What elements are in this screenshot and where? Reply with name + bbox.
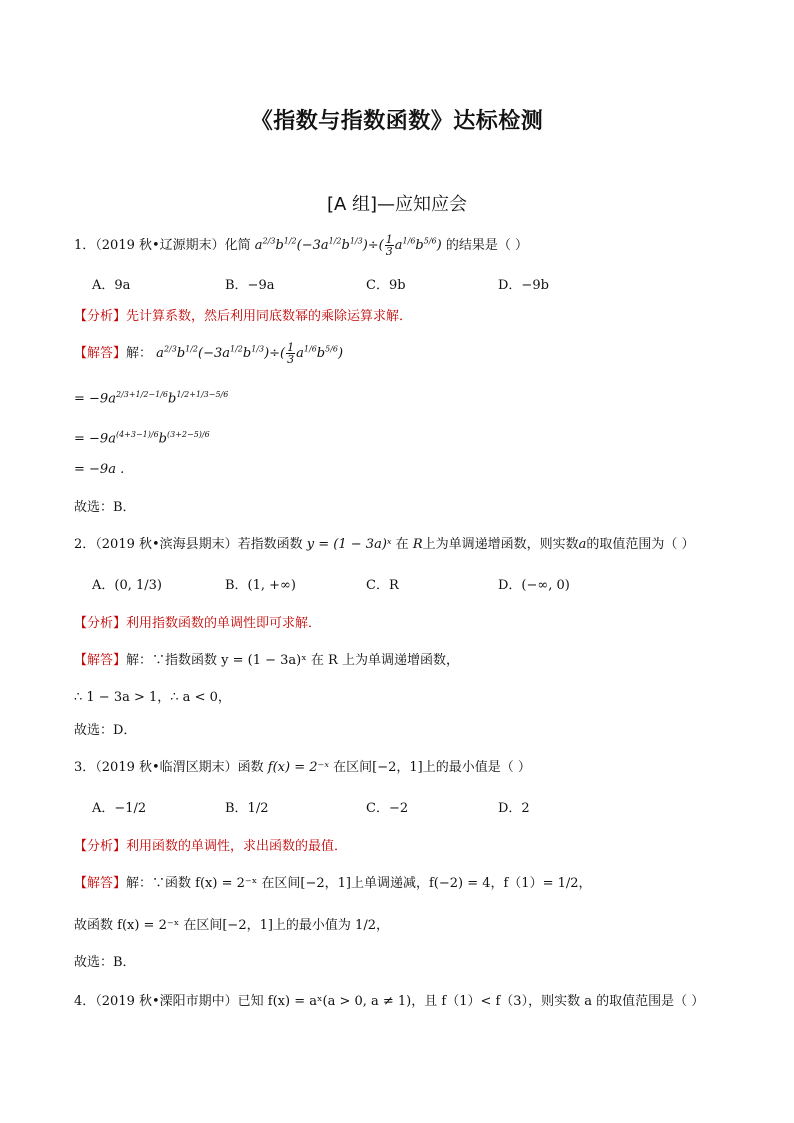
q3-option-b: B．1/2 <box>225 801 269 816</box>
q1-expression: $a^{2/3}b^{1/2}(-3a^{1/2}b^{1/3})\div$( $\frac{1}{3}$ $a^{1/6}b^{5/6}$) <box>254 233 442 258</box>
q2-option-c: C．R <box>366 578 399 593</box>
q2-expression: y = (1 − 3a)ˣ <box>306 537 392 552</box>
q2-analysis: 【分析】利用指数函数的单调性即可求解． <box>74 616 322 631</box>
q2-step: ∴ 1 − 3a > 1，∴ a < 0， <box>74 690 231 705</box>
q1-option-a: A．9a <box>92 278 131 293</box>
page-title: 《指数与指数函数》达标检测 <box>250 109 544 134</box>
q3-answer: 【解答】解：∵函数 f(x) = 2⁻ˣ 在区间[−2，1]上单调递减，f(−2) = 4，f（1）= 1/2， <box>74 876 592 891</box>
q1-answer-intro: 解： <box>126 346 153 361</box>
q3-option-a: A．−1/2 <box>92 801 147 816</box>
q2-option-a: A．(0, 1/3) <box>92 578 162 593</box>
q1-analysis-tag: 【分析】 <box>74 309 127 324</box>
q1-answer <box>74 342 343 365</box>
q1-option-d: D．−9b <box>498 278 549 293</box>
q3-choice: 故选：B． <box>74 955 136 970</box>
question-3: 3．（2019 秋•临渭区期末）函数 f(x) = 2⁻ˣ 在区间[−2，1]上的最小值是（ ） <box>74 760 531 775</box>
q1-answer-tag: 【解答】 <box>74 346 127 361</box>
q3-analysis: 【分析】利用函数的单调性，求出函数的最值． <box>74 839 348 854</box>
group-heading: [A 组]—应知应会 <box>326 194 468 215</box>
q1-prefix: 1．（2019 秋•辽源期末）化简 <box>74 238 251 253</box>
q1-answer-expression: $a^{2/3}b^{1/2}(-3a^{1/2}b^{1/3})\div$( $\frac{1}{3}$ $a^{1/6}b^{5/6}$) <box>156 341 344 366</box>
question-1 <box>74 234 528 257</box>
question-2: 2．（2019 秋•滨海县期末）若指数函数 y = (1 − 3a)ˣ 在 R上为单调递增函数，则实数a的取值范围为（ ） <box>74 537 695 552</box>
q1-step-1: = $-9a^{2/3+1/2-1/6}b^{1/2+1/3-5/6}$ <box>74 390 229 407</box>
q1-analysis-text: 先计算系数，然后利用同底数幂的乘除运算求解． <box>126 309 413 324</box>
q2-option-d: D．(−∞, 0) <box>498 578 570 593</box>
q1-analysis <box>74 305 412 324</box>
question-4: 4．（2019 秋•溧阳市期中）已知 f(x) = aˣ(a > 0, a ≠ 1)，且 f（1）< f（3），则实数 a 的取值范围是（ ） <box>74 994 705 1009</box>
q1-option-c: C．9b <box>366 278 406 293</box>
q1-step-3: = −9a . <box>74 462 125 477</box>
q2-choice: 故选：D． <box>74 723 137 738</box>
q1-step-2: = $-9a^{(4+3-1)/6}b^{(3+2-5)/6}$ <box>74 430 210 447</box>
q3-option-d: D．2 <box>498 801 530 816</box>
q1-option-b: B．−9a <box>225 278 275 293</box>
q2-set: R <box>412 537 423 552</box>
q2-prefix: 2．（2019 秋•滨海县期末）若指数函数 <box>74 537 303 552</box>
q3-conclusion: 故函数 f(x) = 2⁻ˣ 在区间[−2，1]上的最小值为 1/2， <box>74 918 389 933</box>
q1-choice: 故选：B． <box>74 500 136 515</box>
q2-answer: 【解答】解：∵指数函数 y = (1 − 3a)ˣ 在 R 上为单调递增函数， <box>74 653 459 668</box>
q3-expression: f(x) = 2⁻ˣ <box>267 760 329 775</box>
q3-option-c: C．−2 <box>366 801 409 816</box>
q2-option-b: B．(1, +∞) <box>225 578 296 593</box>
q1-suffix: 的结果是（ ） <box>445 238 528 253</box>
